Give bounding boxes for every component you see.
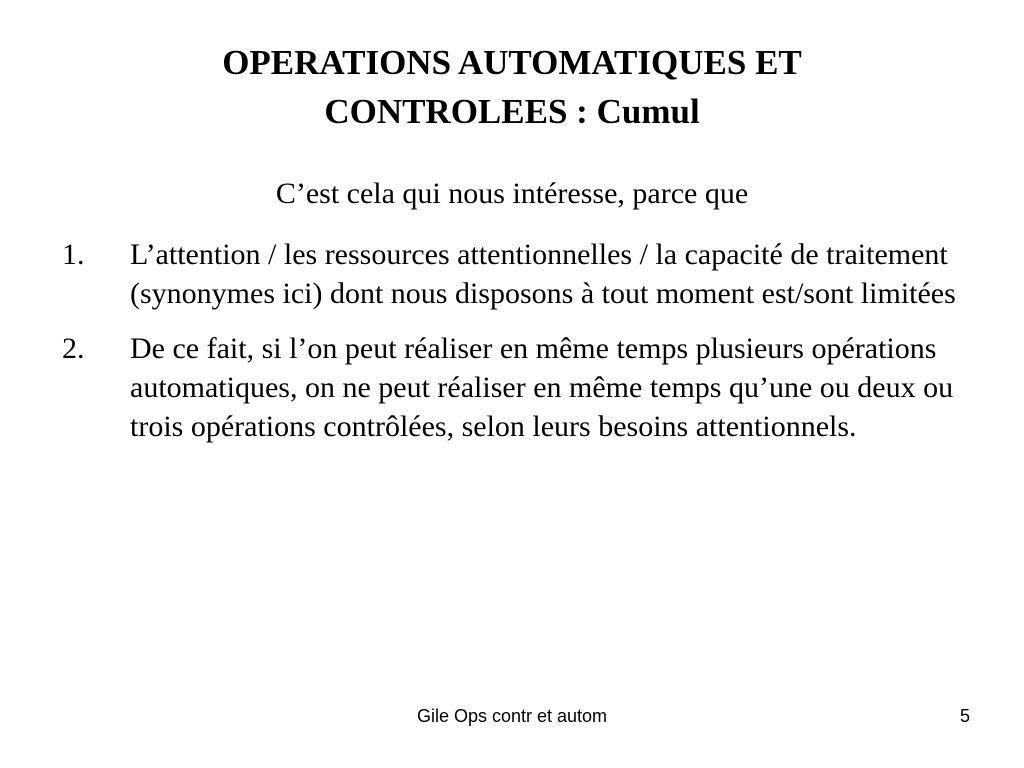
- intro-text: C’est cela qui nous intéresse, parce que: [275, 177, 749, 210]
- list-item-1: [62, 235, 982, 313]
- page-number: 5: [959, 706, 970, 726]
- list-item-text: De ce fait, si l’on peut réaliser en même temps plusieurs opérations automatiques, on ne peut réaliser en même temps qu’une ou deux ou trois opérations contrôlées, selon leurs besoins attentionnels.: [130, 332, 954, 443]
- list-item-number: 1.: [62, 238, 85, 271]
- slide-title-line-1: OPERATIONS AUTOMATIQUES ET: [222, 43, 802, 82]
- footer-text: Gile Ops contr et autom: [416, 706, 608, 726]
- slide-title-line-2: CONTROLEES : Cumul: [324, 92, 700, 131]
- list-item-2: [62, 329, 982, 446]
- numbered-list: [62, 235, 982, 462]
- list-item-number: 2.: [62, 332, 85, 365]
- list-item-text: L’attention / les ressources attentionnelles / la capacité de traitement (synonymes ici) dont nous disposons à tout moment est/sont limitées: [130, 238, 956, 310]
- slide-title: [100, 38, 924, 136]
